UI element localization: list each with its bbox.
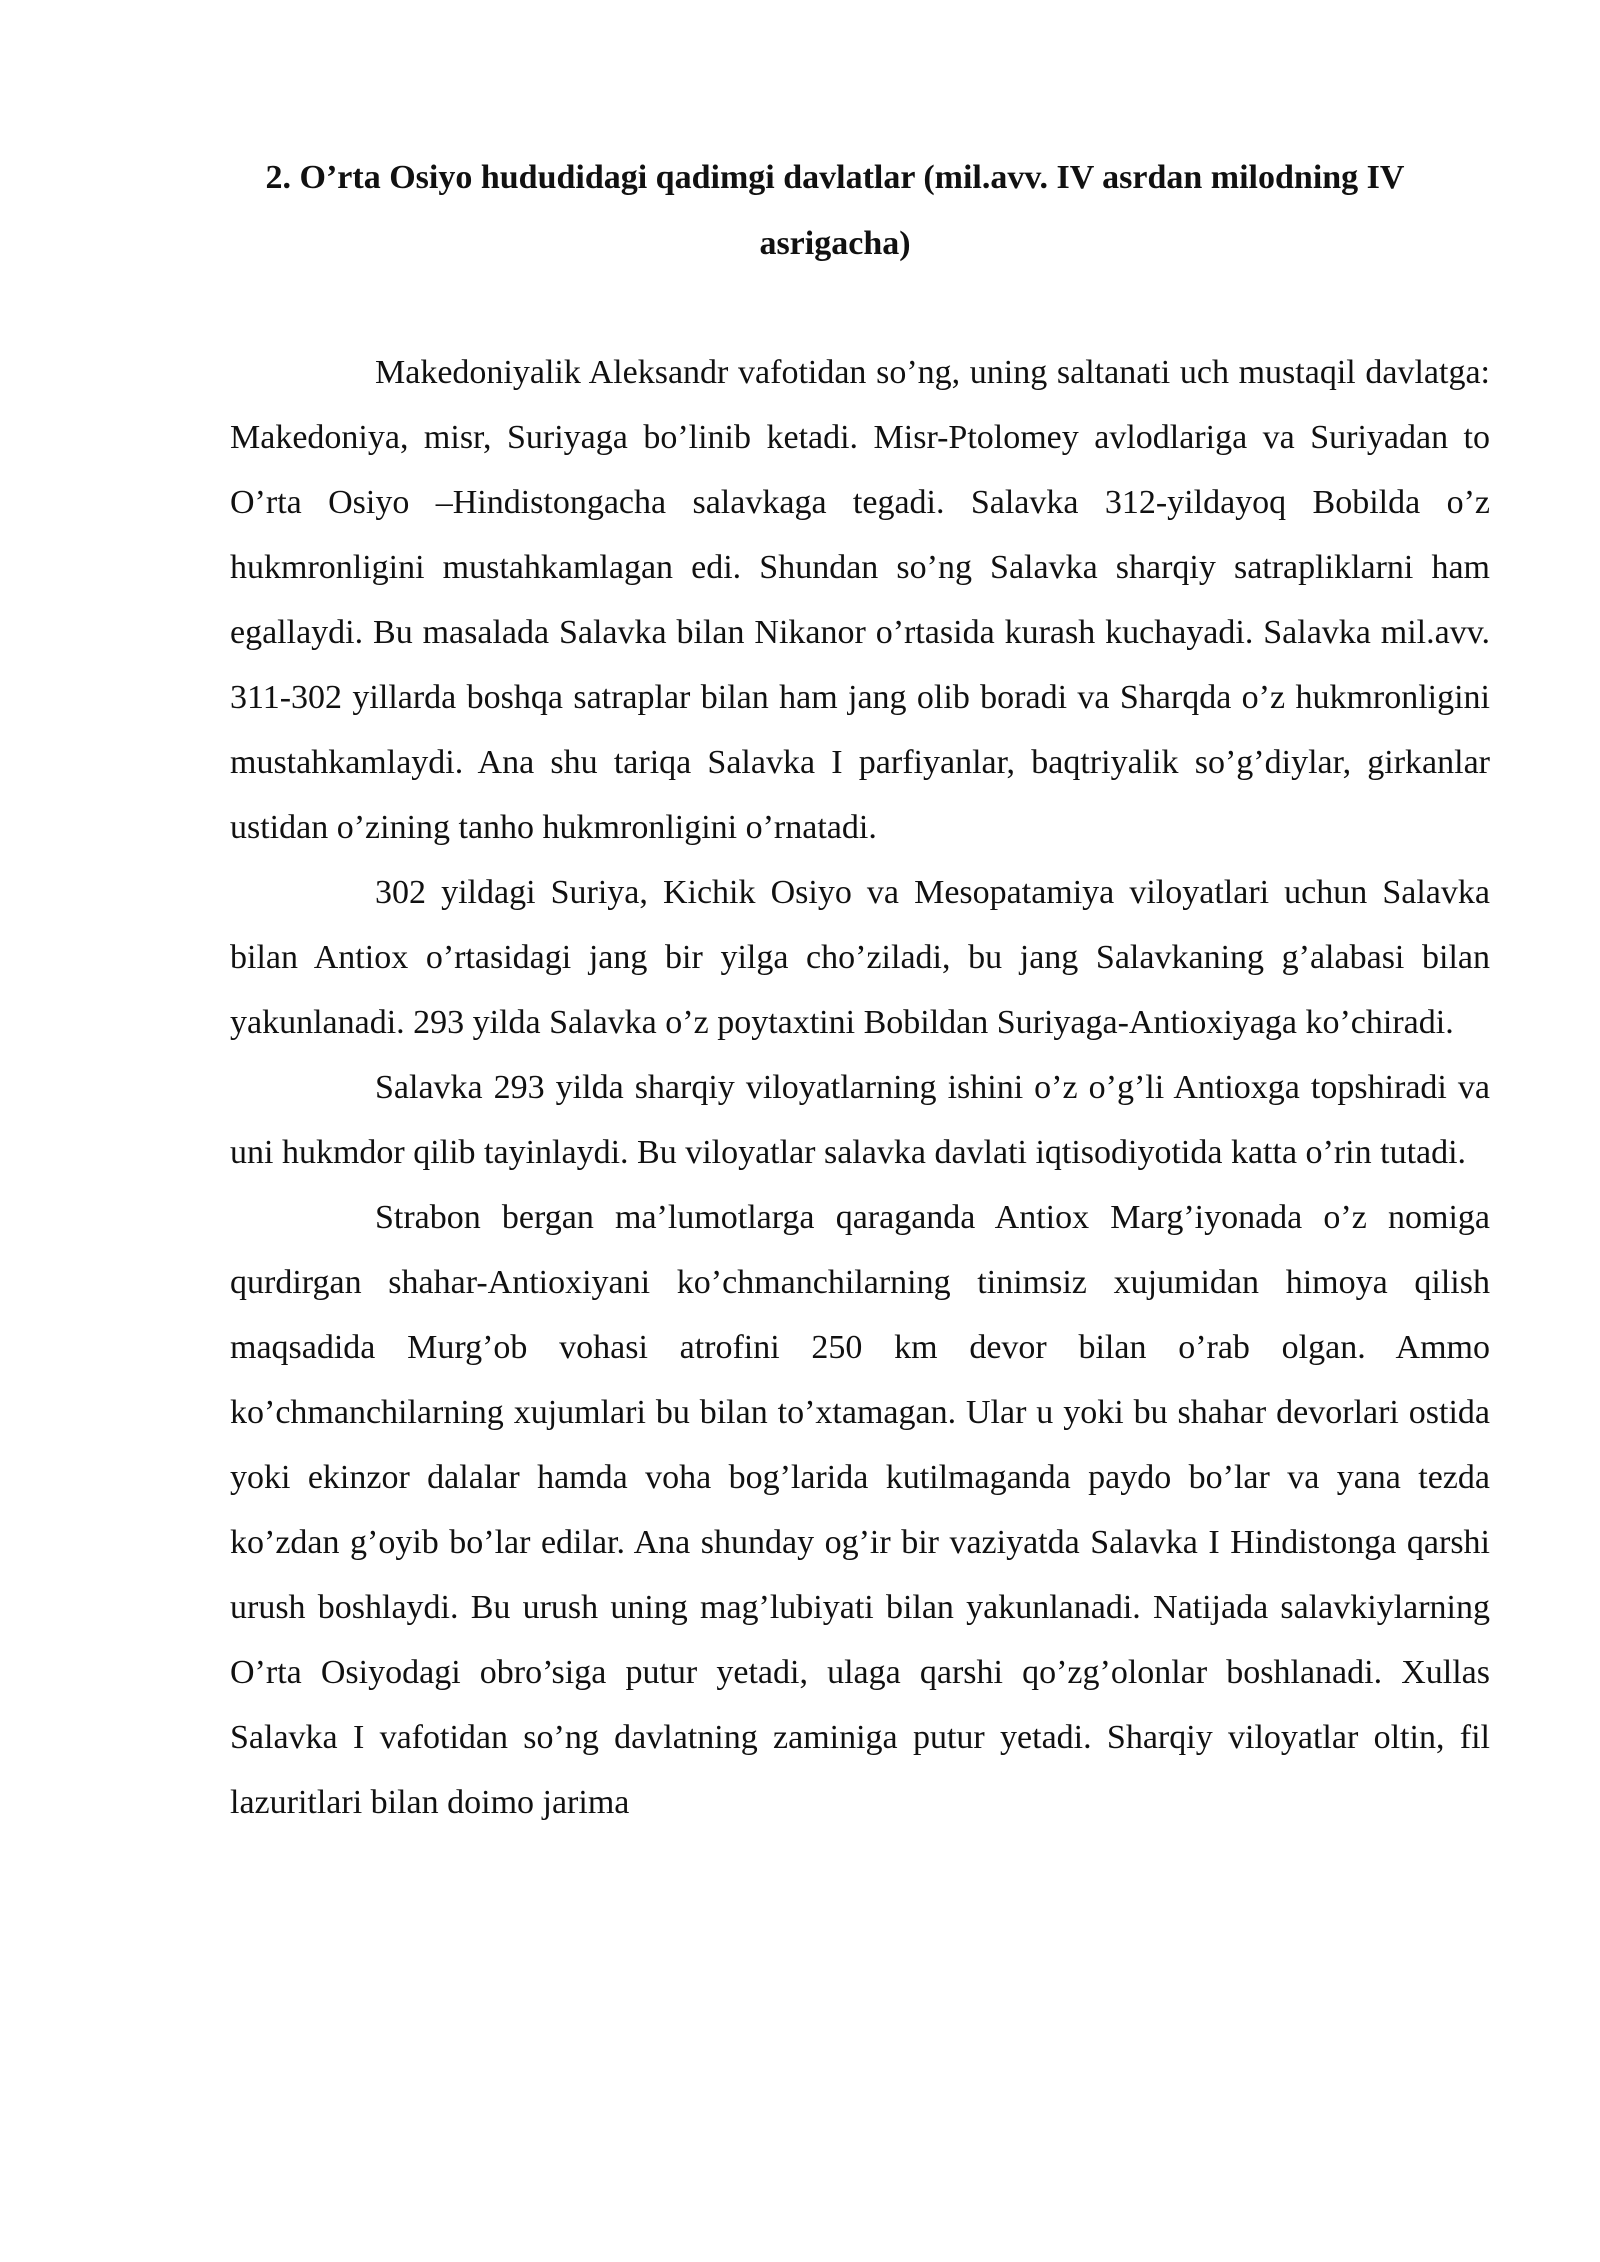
body-text [230,340,1490,1835]
paragraph: Strabon bergan ma’lumotlarga qaraganda Antiox Marg’iyonada o’z nomiga qurdirgan shahar-Antioxiyani ko’chmanchilarning tinimsiz xujumidan himoya qilish maqsadida Murg’ob vohasi atrofini 250 km devor bilan o’rab olgan. Ammo ko’chmanchilarning xujumlari bu bilan to’xtamagan. Ular u yoki bu shahar devorlari ostida yoki ekinzor dalalar hamda voha bog’larida kutilmaganda paydo bo’lar va yana tezda ko’zdan g’oyib bo’lar edilar. Ana shunday og’ir bir vaziyatda Salavka I Hindistonga qarshi urush boshlaydi. Bu urush uning mag’lubiyati bilan yakunlanadi. Natijada salavkiylarning O’rta Osiyodagi obro’siga putur yetadi, ulaga qarshi qo’zg’olonlar boshlanadi. Xullas Salavka I vafotidan so’ng davlatning zaminiga putur yetadi. Sharqiy viloyatlar oltin, fil lazuritlari bilan doimo jarima [230,1199,1490,1821]
paragraph: 302 yildagi Suriya, Kichik Osiyo va Mesopatamiya viloyatlari uchun Salavka bilan Antiox o’rtasidagi jang bir yilga cho’ziladi, bu jang Salavkaning g’alabasi bilan yakunlanadi. 293 yilda Salavka o’z poytaxtini Bobildan Suriyaga-Antioxiyaga ko’chiradi. [230,874,1490,1041]
paragraph: Makedoniyalik Aleksandr vafotidan so’ng, uning saltanati uch mustaqil davlatga: Makedoniya, misr, Suriyaga bo’linib ketadi. Misr-Ptolomey avlodlariga va Suriyadan to O’rta Osiyo –Hindistongacha salavkaga tegadi. Salavka 312-yildayoq Bobilda o’z hukmronligini mustahkamlagan edi. Shundan so’ng Salavka sharqiy satrapliklarni ham egallaydi. Bu masalada Salavka bilan Nikanor o’rtasida kurash kuchayadi. Salavka mil.avv. 311-302 yillarda boshqa satraplar bilan ham jang olib boradi va Sharqda o’z hukmronligini mustahkamlaydi. Ana shu tariqa Salavka I parfiyanlar, baqtriyalik so’g’diylar, girkanlar ustidan o’zining tanho hukmronligini o’rnatadi. [230,354,1490,846]
paragraph: Salavka 293 yilda sharqiy viloyatlarning ishini o’z o’g’li Antioxga topshiradi va uni hukmdor qilib tayinlaydi. Bu viloyatlar salavka davlati iqtisodiyotida katta o’rin tutadi. [230,1069,1490,1171]
section-heading: 2. O’rta Osiyo hududidagi qadimgi davlatlar (mil.avv. IV asrdan milodning IV asrigacha) [265,159,1405,262]
